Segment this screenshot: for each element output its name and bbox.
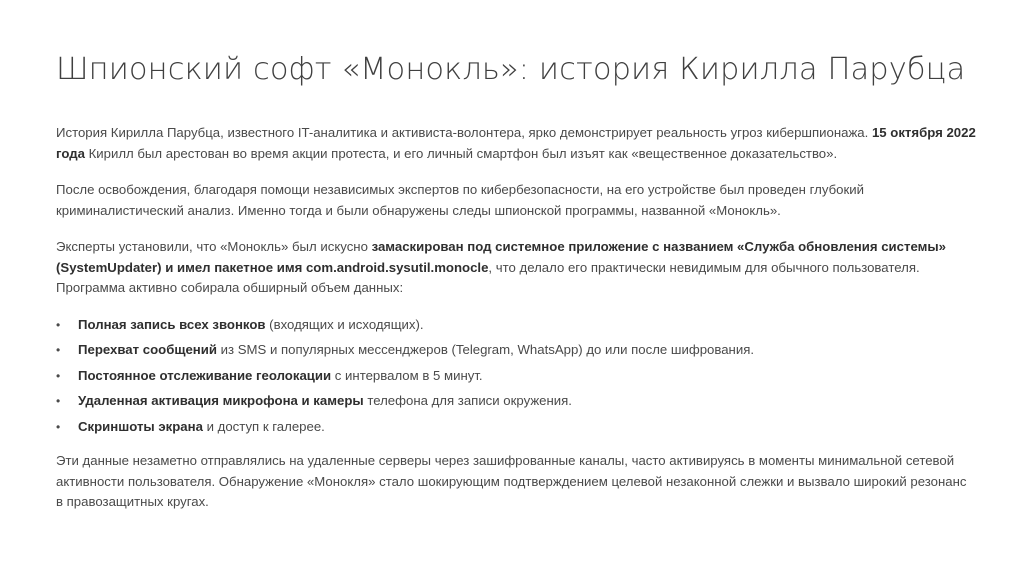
bullet-marker: • — [56, 317, 61, 332]
paragraph-conclusion: Эти данные незаметно отправлялись на удаленные серверы через зашифрованные каналы, часто активируясь в моменты минимальной сетевой активности пользователя. Обнаружение «Монокля» стало шокирующим подтверждением целевой незаконной слежки и вызвало широкий резонанс в правозащитных кругах. — [56, 453, 967, 509]
list-item — [56, 315, 976, 336]
list-item-text: телефона для записи окружения. — [363, 393, 572, 408]
paragraph-experts-text: Эксперты установили, что «Монокль» был искусно — [56, 239, 372, 254]
paragraph-intro-text: История Кирилла Парубца, известного IT-аналитика и активиста-волонтера, ярко демонстрирует реальность угроз кибершпионажа. — [56, 125, 872, 140]
paragraph-intro-text-end: Кирилл был арестован во время акции протеста, и его личный смартфон был изъят как «вещественное доказательство». — [84, 145, 838, 161]
capabilities-list — [56, 315, 976, 438]
list-item-text: из SMS и популярных мессенджеров (Telegram, WhatsApp) до или после шифрования. — [216, 342, 755, 357]
list-item-bold: Скриншоты экрана — [78, 418, 203, 434]
paragraph-experts-text-end: , что делало его практически невидимым для обычного пользователя. Программа активно собирала обширный объем данных: — [56, 259, 920, 295]
list-item — [56, 340, 976, 361]
list-item-text: с интервалом в 5 минут. — [331, 367, 483, 383]
list-item-bold: Перехват сообщений — [78, 342, 217, 357]
arrest-date: 15 октября 2022 года — [56, 125, 976, 161]
list-item-text: и доступ к галерее. — [202, 418, 325, 434]
list-item-bold: Полная запись всех звонков — [78, 316, 266, 332]
paragraph-analysis: После освобождения, благодаря помощи независимых экспертов по кибербезопасности, на его устройстве был проведен глубокий криминалистический анализ. Именно тогда и были обнаружены следы шпионской программы, названной «Монокль». — [56, 182, 864, 218]
paragraph-intro — [56, 123, 976, 164]
slide-body — [56, 123, 976, 529]
slide-title: Шпионский софт «Монокль»: история Кирилла Парубца — [56, 52, 966, 87]
list-item — [56, 417, 976, 438]
bullet-marker: • — [56, 419, 61, 434]
disguise-highlight: замаскирован под системное приложение с названием «Служба обновления системы» (SystemUpdater) и имел пакетное имя com.android.sysutil.monocle — [56, 239, 946, 275]
bullet-marker: • — [56, 394, 61, 408]
bullet-marker: • — [56, 343, 61, 357]
paragraph-experts — [56, 237, 976, 299]
list-item — [56, 391, 976, 412]
list-item-bold: Постоянное отслеживание геолокации — [78, 367, 332, 383]
list-item-text: (входящих и исходящих). — [265, 316, 424, 332]
list-item-bold: Удаленная активация микрофона и камеры — [78, 393, 364, 408]
list-item — [56, 366, 976, 387]
bullet-marker: • — [56, 368, 61, 383]
